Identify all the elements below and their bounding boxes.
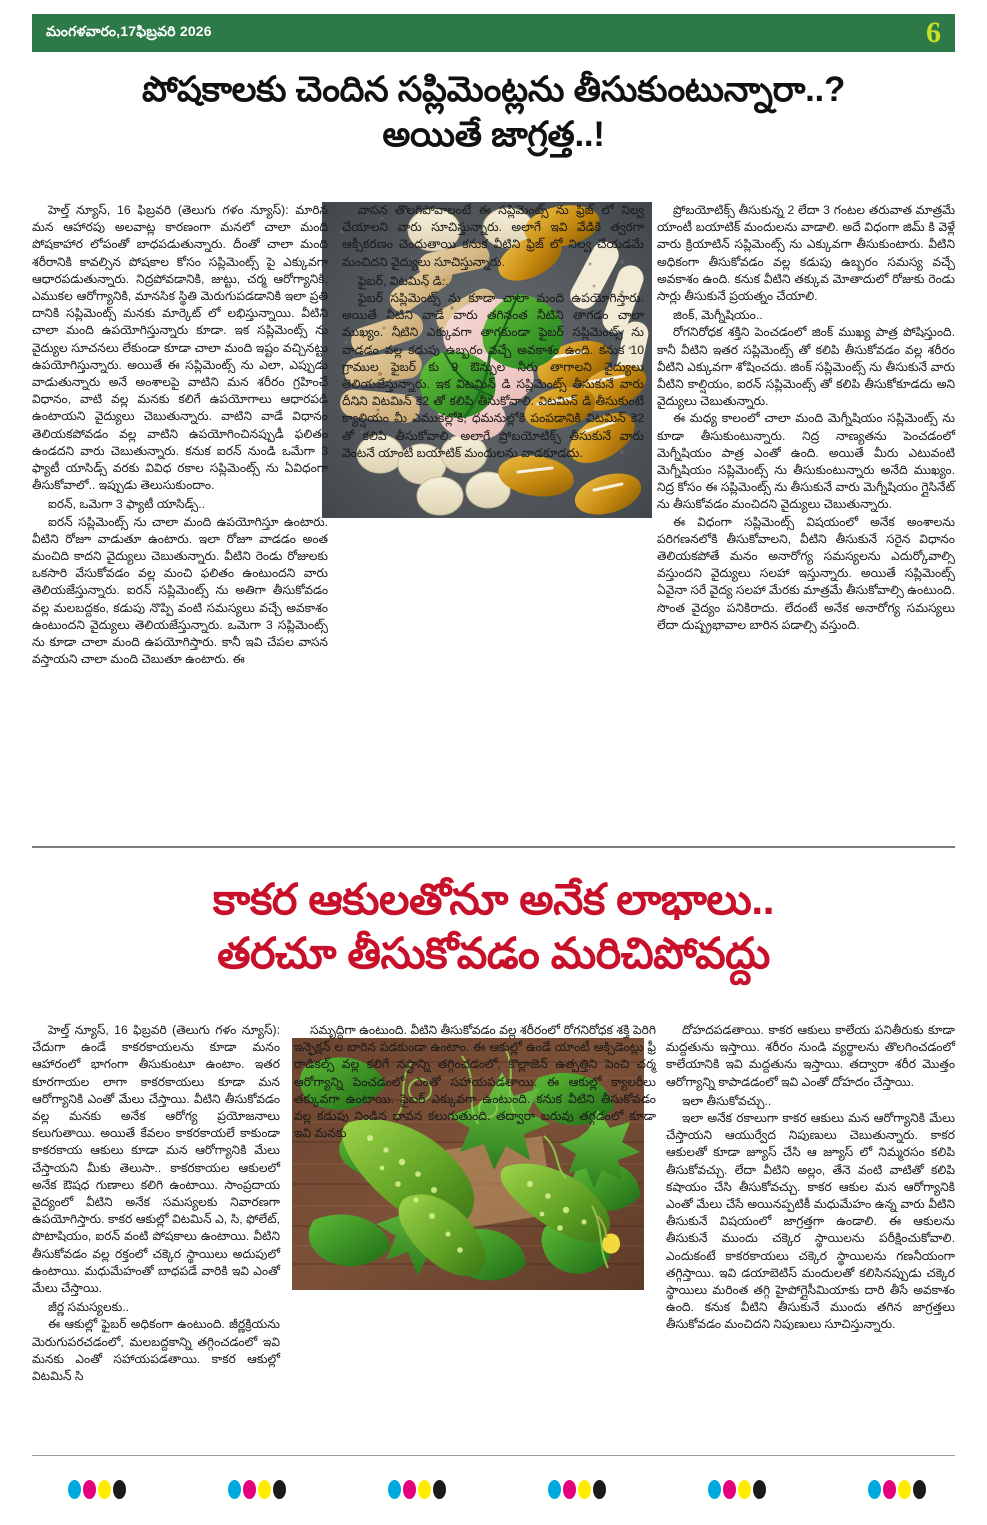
black-dot-icon	[113, 1480, 126, 1499]
article1-headline-line1: పోషకాలకు చెందిన సప్లిమెంట్లను తీసుకుంటున్నారా..?	[141, 70, 846, 109]
paragraph: ఇలా అనేక రకాలుగా కాకర ఆకులు మన ఆరోగ్యానికి మేలు చేస్తాయని ఆయుర్వేద నిపుణులు చెబుతున్నారు. కాకర ఆకులతో కూడా జ్యూస్ చేసి ఆ జ్యూస్ లో నిమ్మరసం కలిపి తీసుకోవచ్చు. లేదా వీటిని అల్లం, తేనె వంటి వాటితో కలిపి కషాయం చేసి తీసుకోవచ్చు. కాకర ఆకుల మన ఆరోగ్యానికి ఎంతో మేలు చేసే అయినప్పటికీ మధుమేహం ఉన్న వారు వీటిని తీసుకునే విషయంలో జాగ్రత్తగా ఉండాలి. ఈ ఆకులను తీసుకునే ముందు చక్కెర స్థాయిలను పరీక్షించుకోవాలి. ఎందుకంటే కాకరకాయలు చక్కెర స్థాయిలను గణనీయంగా తగ్గిస్తాయి. ఇవి డయాబెటిస్ మందులతో కలిసినప్పుడు చక్కెర స్థాయిలు మరింత తగ్గి హైపోగ్లైసీమియాకు దారి తీసే అవకాశం ఉంది. కనుక వీటిని తీసుకునే ముందు తగిన జాగ్రత్తలు తీసుకోవడం మంచిదని నిపుణులు సూచిస్తున్నారు.	[666, 1111, 955, 1332]
page-number: 6	[926, 16, 941, 49]
registration-group	[228, 1480, 286, 1499]
cyan-dot-icon	[388, 1480, 401, 1499]
subheading: ఫైబర్, విటమిన్ డి..	[358, 273, 449, 288]
black-dot-icon	[433, 1480, 446, 1499]
cyan-dot-icon	[868, 1480, 881, 1499]
article2-body	[32, 1022, 955, 1452]
paragraph: ప్రోబయోటిక్స్ తీసుకున్న 2 లేదా 3 గంటల తరువాత మాత్రమే యాంటీ బయాటిక్ మందులను వాడాలి. అదే విధంగా జిమ్ కి వెళ్లే వారు క్రియాటిన్ సప్లిమెంట్స్ ను ఎక్కువగా తీసుకుంటారు. వీటిని అధికంగా తీసుకోవడం వల్ల కడుపు ఉబ్బరం సమస్య వచ్చే అవకాశం ఉంది. కనుక వీటిని తక్కువ మోతాదులో రోజుకు రెండు సార్లు తీసుకునే ప్రయత్నం చేయాలి.	[657, 203, 955, 304]
registration-group	[548, 1480, 606, 1499]
publication-date: మంగళవారం,17ఫిబ్రవరి 2026	[46, 23, 212, 39]
article2-headline-line2: తరచూ తీసుకోవడం మరిచిపోవద్దు	[217, 930, 770, 979]
paragraph: ఈ విధంగా సప్లిమెంట్స్ విషయంలో అనేక అంశాలను పరిగణనలోకి తీసుకోవాలని, వీటిని తీసుకునే సరైన విధానం తెలియకపోతే మనం అనారోగ్య సమస్యలను ఎదుర్కోవాల్సి వస్తుందని వైద్యులు సలహా ఇస్తున్నారు. అయితే సప్లిమెంట్స్ ఏవైనా సరే వైద్య సలహా మేరకు మాత్రమే తీసుకోవాల్సి ఉంటుంది. సొంత వైద్యం పనికిరాదు. లేదంటే అనేక అనారోగ్య సమస్యలు లేదా దుష్ప్రభావాల బారిన పడాల్సి వస్తుంది.	[657, 514, 955, 632]
black-dot-icon	[753, 1480, 766, 1499]
cyan-dot-icon	[708, 1480, 721, 1499]
paragraph: దోహదపడతాయి. కాకర ఆకులు కాలేయ పనితీరుకు కూడా మద్దతును ఇస్తాయి. శరీరం నుండి వ్యర్థాలను తొలగించడంలో కాలేయానికి ఇవి మద్దతును ఇస్తాయి. తద్వారా శరీర మొత్తం ఆరోగ్యాన్ని కాపాడడంలో ఇవి ఎంతో దోహదం చేస్తాయి.	[666, 1023, 955, 1089]
paragraph: హెల్త్ న్యూస్, 16 ఫిబ్రవరి (తెలుగు గళం న్యూస్): చేదుగా ఉండే కాకరకాయలను కూడా మనం ఆహారంలో భాగంగా తీసుకుంటూ ఉంటాం. ఇతర కూరగాయల లాగా కాకరకాయలు కూడా మన ఆరోగ్యానికి ఎంతో మేలు చేస్తాయి. వీటిని తీసుకోవడం వల్ల మనకు అనేక ఆరోగ్య ప్రయోజనాలు కలుగుతాయి. అయితే కేవలం కాకరకాయలే కాకుండా కాకరకాయ ఆకులు కూడా మన ఆరోగ్యానికి మేలు చేస్తాయని మీకు తెలుసా.. కాకరకాయల ఆకులలో అనేక ఔషధ గుణాలు కలిగి ఉంటాయి. సాంప్రదాయ వైద్యంలో వీటిని అనేక సమస్యలకు నివారణగా ఉపయోగిస్తారు. కాకర ఆకుల్లో విటమిన్ ఎ, సి, ఫోలేట్, పొటాషియం, ఐరన్ వంటి పోషకాలు ఉంటాయి. వీటిని తీసుకోవడం వల్ల రక్తంలో చక్కెర స్థాయిలు అదుపులో ఉంటాయి. మధుమేహంతో బాధపడే వారికి ఇవి ఎంతో మేలు చేస్తాయి.	[32, 1023, 280, 1296]
article2-headline-line1: కాకర ఆకులతోనూ అనేక లాభాలు..	[212, 876, 775, 924]
cyan-dot-icon	[548, 1480, 561, 1499]
article1-body	[32, 202, 955, 837]
paragraph: సమృద్ధిగా ఉంటుంది. వీటిని తీసుకోవడం వల్ల శరీరంలో రోగనిరోధక శక్తి పెరిగి ఇన్ఫెక్షన్ ల బారిన పడకుండా ఉంటాం. ఈ ఆకుల్లో ఉండే యాంటీ ఆక్సిడెంట్లు ఫ్రీ రాడికల్స్ వల్ల కలిగే నష్టాన్ని తగ్గించడంలో, కొల్లాజెన్ ఉత్పత్తిని పెంచి చర్మ ఆరోగ్యాన్ని పెంచడంలో ఎంతో సహాయపడతాయి. ఈ ఆకుల్లో క్యాలరీలు తక్కువగా ఉంటాయి. ఫైబర్ ఎక్కువగా ఉంటుంది. కనుక వీటిని తీసుకోవడం వల్ల కడుపు నిండిన భావన కలుగుతుంది. తద్వారా బరువు తగ్గడంలో కూడా ఇవి మనకు	[294, 1023, 656, 1141]
article2-column-1	[32, 1022, 280, 1385]
subheading: ఇలా తీసుకోవచ్చు..	[682, 1093, 772, 1108]
yellow-dot-icon	[98, 1480, 111, 1499]
paragraph: రోగనిరోధక శక్తిని పెంచడంలో జింక్ ముఖ్య పాత్ర పోషిస్తుంది. కానీ వీటిని ఇతర సప్లిమెంట్స్ తో కలిపి తీసుకోవడం వల్ల శరీరం వీటిని ఎక్కువగా శోషించదు. జింక్ సప్లిమెంట్స్ ను తీసుకునే వారు వీటిని కాల్షియం, ఐరన్ సప్లిమెంట్స్ తో కలిపి తీసుకోకూడదు అని వైద్యులు చెబుతున్నారు.	[657, 325, 955, 409]
magenta-dot-icon	[563, 1480, 576, 1499]
article1-column-3	[657, 202, 955, 634]
masthead-band	[32, 14, 955, 52]
yellow-dot-icon	[578, 1480, 591, 1499]
registration-group	[388, 1480, 446, 1499]
yellow-dot-icon	[898, 1480, 911, 1499]
magenta-dot-icon	[883, 1480, 896, 1499]
cmyk-registration-bar	[32, 1480, 955, 1506]
article2-column-3	[666, 1022, 955, 1334]
registration-group	[868, 1480, 926, 1499]
paragraph: ఈ మధ్య కాలంలో చాలా మంది మెగ్నీషియం సప్లిమెంట్స్ ను కూడా తీసుకుంటున్నారు. నిద్ర నాణ్యతను పెంచడంలో మెగ్నీషియం పాత్ర ఎంతో ఉంది. అయితే మీరు ఎటువంటి మెగ్నీషియం సప్లిమెంట్స్ ను తీసుకుంటున్నారు అనేది ముఖ్యం. నిద్ర కోసం ఈ సప్లిమెంట్స్ ను తీసుకునే వారు మెగ్నీషియం గ్లైసినేట్ ను తీసుకోవడం మంచిదని వైద్యులు చెబుతున్నారు.	[657, 411, 955, 512]
black-dot-icon	[273, 1480, 286, 1499]
subheading: జీర్ణ సమస్యలకు..	[48, 1300, 129, 1315]
article2-column-2	[294, 1022, 656, 1280]
magenta-dot-icon	[243, 1480, 256, 1499]
cyan-dot-icon	[228, 1480, 241, 1499]
cyan-dot-icon	[68, 1480, 81, 1499]
article1-headline-line2: అయితే జాగ్రత్త..!	[382, 114, 605, 154]
black-dot-icon	[593, 1480, 606, 1499]
section-divider	[32, 846, 955, 848]
subheading: జింక్, మెగ్నీషియం..	[673, 308, 763, 323]
paragraph: ఐరన్ సప్లిమెంట్స్ ను చాలా మంది ఉపయోగిస్తూ ఉంటారు. వీటిని రోజూ వాడుతూ ఉంటారు. ఇలా రోజూ వాడడం అంత మంచిది కాదని వైద్యులు చెబుతున్నారు. వీటిని రెండు రోజులకు ఒకసారి వేసుకోవడం వల్ల మంచి ఫలితం ఉంటుందని వారు తెలియజేస్తున్నారు. ఐరన్ సప్లిమెంట్స్ ను అతిగా తీసుకోవడం వల్ల మలబద్దకం, కడుపు నొప్పి వంటి సమస్యలు వచ్చే అవకాశం ఉంటుందని వైద్యులు తెలియజేస్తున్నారు. ఒమెగా 3 సప్లిమెంట్స్ ను కూడా చాలా మంది ఉపయోగిస్తారు. కానీ ఇవి చేపల వాసన వస్తాయని చాలా మంది చెబుతూ ఉంటారు. ఈ	[32, 514, 328, 667]
registration-group	[708, 1480, 766, 1499]
article1-column-2	[342, 202, 644, 522]
paragraph: ఫైబర్ సప్లిమెంట్స్ ను కూడా చాలా మంది ఉపయోగిస్తారు. అయితే వీటిని వాడే వారు తగినంత నీటిని తాగడం చాలా ముఖ్యం. నీటిని ఎక్కువగా తాగకుండా ఫైబర్ సప్లిమెంట్స్ ను వాడడం వల్ల కడుపు ఉబ్బరం వచ్చే అవకాశం ఉంది. కనుక 10 గ్రాముల ఫైబర్ కు 9 ఔన్సుల నీరు తాగాలని వైద్యులు తెలియజేస్తున్నారు. ఇక విటమిన్ డి సప్లిమెంట్స్ తీసుకునే వారు దీనిని విటమిన్ కె2 తో కలిపి తీసుకోవాలి. విటమిన్ డి తీసుకుంటే క్యాల్షియం మీ ఎముకల్లోకి, ధమనుల్లోకి పంపడానికి విటమిన్ కె2 తో కలిపి తీసుకోవాలి. అలాగే ప్రోబయోటిక్స్ తీసుకునే వారు వెంటనే యాంటీ బయాటిక్ మందులను వాడకూడదు.	[342, 291, 644, 460]
magenta-dot-icon	[403, 1480, 416, 1499]
magenta-dot-icon	[723, 1480, 736, 1499]
article2-headline	[32, 873, 955, 981]
footer-divider	[32, 1455, 955, 1456]
subheading: ఐరన్, ఒమెగా 3 ఫ్యాటీ యాసిడ్స్..	[48, 497, 206, 512]
article1-column-1	[32, 202, 328, 668]
registration-group	[68, 1480, 126, 1499]
black-dot-icon	[913, 1480, 926, 1499]
article1-headline	[32, 68, 955, 158]
paragraph: ఈ ఆకుల్లో ఫైబర్ అధికంగా ఉంటుంది. జీర్ణక్రియను మెరుగుపరచడంలో, మలబద్దకాన్ని తగ్గించడంలో ఇవి మనకు ఎంతో సహాయపడతాయి. కాకర ఆకుల్లో విటమిన్ సి	[32, 1317, 280, 1384]
yellow-dot-icon	[258, 1480, 271, 1499]
yellow-dot-icon	[418, 1480, 431, 1499]
magenta-dot-icon	[83, 1480, 96, 1499]
yellow-dot-icon	[738, 1480, 751, 1499]
paragraph: వాసన తొలగిపోవాలంటే ఈ సప్లిమెంట్స్ ను ఫ్రిజ్ లో నిల్వ చేయాలని వారు సూచిస్తున్నారు. అలాగే ఇవి వేడికి త్వరగా ఆక్సీకరణం చెందుతాయి కనుక వీటిని ఫ్రిజ్ లో నిల్వ చేయడమే మంచిదని వైద్యులు సూచిస్తున్నారు.	[342, 203, 644, 269]
paragraph: హెల్త్ న్యూస్, 16 ఫిబ్రవరి (తెలుగు గళం న్యూస్): మారిన మన ఆహారపు అలవాట్ల కారణంగా మనలో చాలా మంది పోషకాహార లోపంతో బాధపడుతున్నారు. దీంతో చాలా మంది శరీరానికి కావల్సిన పోషకాల కోసం సప్లిమెంట్స్ పై ఎక్కువగా ఆధారపడుతున్నారు. నిద్రపోవడానికి, జుట్టు, చర్మ ఆరోగ్యానికి, ఎముకల ఆరోగ్యానికి, మానసిక స్థితి మెరుగుపడడానికి ఇలా ప్రతి దానికి సప్లిమెంట్స్ మనకు మార్కెట్ లో లభిస్తున్నాయి. వీటిని చాలా మంది ఉపయోగిస్తున్నారు కూడా. ఇక సప్లిమెంట్స్ ను వైద్యుల సూచనలు లేకుండా కూడా చాలా మంది ఇష్టం వచ్చినట్టు ఉపయోగిస్తున్నారు. అయితే ఈ సప్లిమెంట్స్ ను ఎలా, ఎప్పుడు వాడుతున్నారు అనే అంశాలపై వాటిని మన శరీరం గ్రహించే విధానం, వాటి వల్ల మనకు కలిగే ఉపయోగాలు ఆధారపడి ఉంటాయని వైద్యులు చెబుతున్నారు. వాటిని వాడే విధానం తెలియకపోవడం వల్ల వాటిని ఉపయోగించినప్పుడీ ఫలితం ఉండదని వారు చెబుతున్నారు. కనుక ఐరన్ నుండి ఒమేగా 3 ఫ్యాటీ యాసిడ్స్ వరకు వివిధ రకాల సప్లిమెంట్స్ ను ఏవిధంగా తీసుకోవాలో.. ఇప్పుడు తెలుసుకుందాం.	[32, 203, 328, 493]
